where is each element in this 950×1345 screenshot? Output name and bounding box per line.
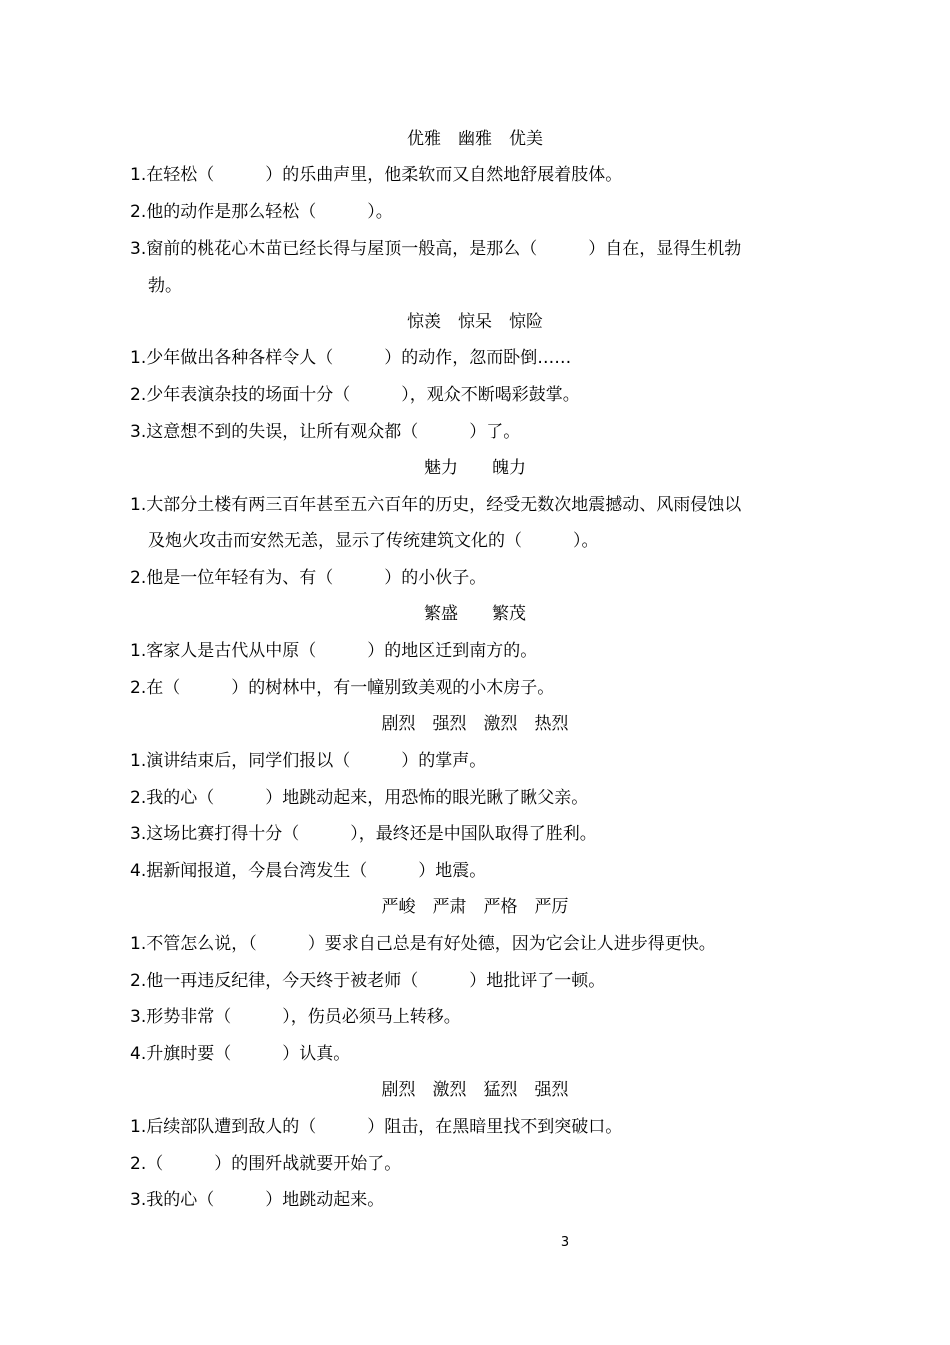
group-5-line-4: 4.据新闻报道，今晨台湾发生（ ）地震。 xyxy=(130,861,487,881)
group-4-title: 繁盛 繁茂 xyxy=(424,604,526,624)
group-5-line-1: 1.演讲结束后，同学们报以（ ）的掌声。 xyxy=(130,751,487,771)
group-2-line-2: 2.少年表演杂技的场面十分（ ），观众不断喝彩鼓掌。 xyxy=(130,385,580,405)
group-5-line-3: 3.这场比赛打得十分（ ），最终还是中国队取得了胜利。 xyxy=(130,824,597,844)
group-6-line-3: 3.形势非常（ ），伤员必须马上转移。 xyxy=(130,1007,461,1027)
group-3-line-1: 1.大部分土楼有两三百年甚至五六百年的历史，经受无数次地震撼动、风雨侵蚀以 xyxy=(130,495,742,515)
group-1-line-3: 3.窗前的桃花心木苗已经长得与屋顶一般高，是那么（ ）自在，显得生机勃 xyxy=(130,239,742,259)
group-7-line-3: 3.我的心（ ）地跳动起来。 xyxy=(130,1190,385,1210)
group-6-line-1: 1.不管怎么说，（ ）要求自己总是有好处德，因为它会让人进步得更快。 xyxy=(130,934,716,954)
group-1-title: 优雅 幽雅 优美 xyxy=(407,129,543,149)
group-6-line-2: 2.他一再违反纪律，今天终于被老师（ ）地批评了一顿。 xyxy=(130,971,606,991)
group-7-line-2: 2.（ ）的围歼战就要开始了。 xyxy=(130,1154,402,1174)
group-5-line-2: 2.我的心（ ）地跳动起来，用恐怖的眼光瞅了瞅父亲。 xyxy=(130,788,589,808)
group-2-line-1: 1.少年做出各种各样令人（ ）的动作，忽而卧倒…… xyxy=(130,348,572,368)
group-3-title: 魅力 魄力 xyxy=(424,458,526,478)
group-6-title: 严峻 严肃 严格 严厉 xyxy=(381,897,569,917)
group-6-line-4: 4.升旗时要（ ）认真。 xyxy=(130,1044,351,1064)
group-2-line-3: 3.这意想不到的失误，让所有观众都（ ）了。 xyxy=(130,422,521,442)
group-1-line-2: 2.他的动作是那么轻松（ ）。 xyxy=(130,202,393,222)
group-7-line-1: 1.后续部队遭到敌人的（ ）阻击，在黑暗里找不到突破口。 xyxy=(130,1117,623,1137)
group-1-line-1: 1.在轻松（ ）的乐曲声里，他柔软而又自然地舒展着肢体。 xyxy=(130,165,623,185)
group-7-title: 剧烈 激烈 猛烈 强烈 xyxy=(381,1080,569,1100)
group-4-line-1: 1.客家人是古代从中原（ ）的地区迁到南方的。 xyxy=(130,641,538,661)
group-2-title: 惊羡 惊呆 惊险 xyxy=(407,312,543,332)
group-3-line-2: 2.他是一位年轻有为、有（ ）的小伙子。 xyxy=(130,568,487,588)
group-5-title: 剧烈 强烈 激烈 热烈 xyxy=(381,714,569,734)
group-3-line-1-cont: 及炮火攻击而安然无恙，显示了传统建筑文化的（ ）。 xyxy=(148,531,599,551)
page-number: 3 xyxy=(560,1235,570,1250)
group-1-line-3-cont: 勃。 xyxy=(148,276,182,296)
group-4-line-2: 2.在（ ）的树林中，有一幢别致美观的小木房子。 xyxy=(130,678,555,698)
